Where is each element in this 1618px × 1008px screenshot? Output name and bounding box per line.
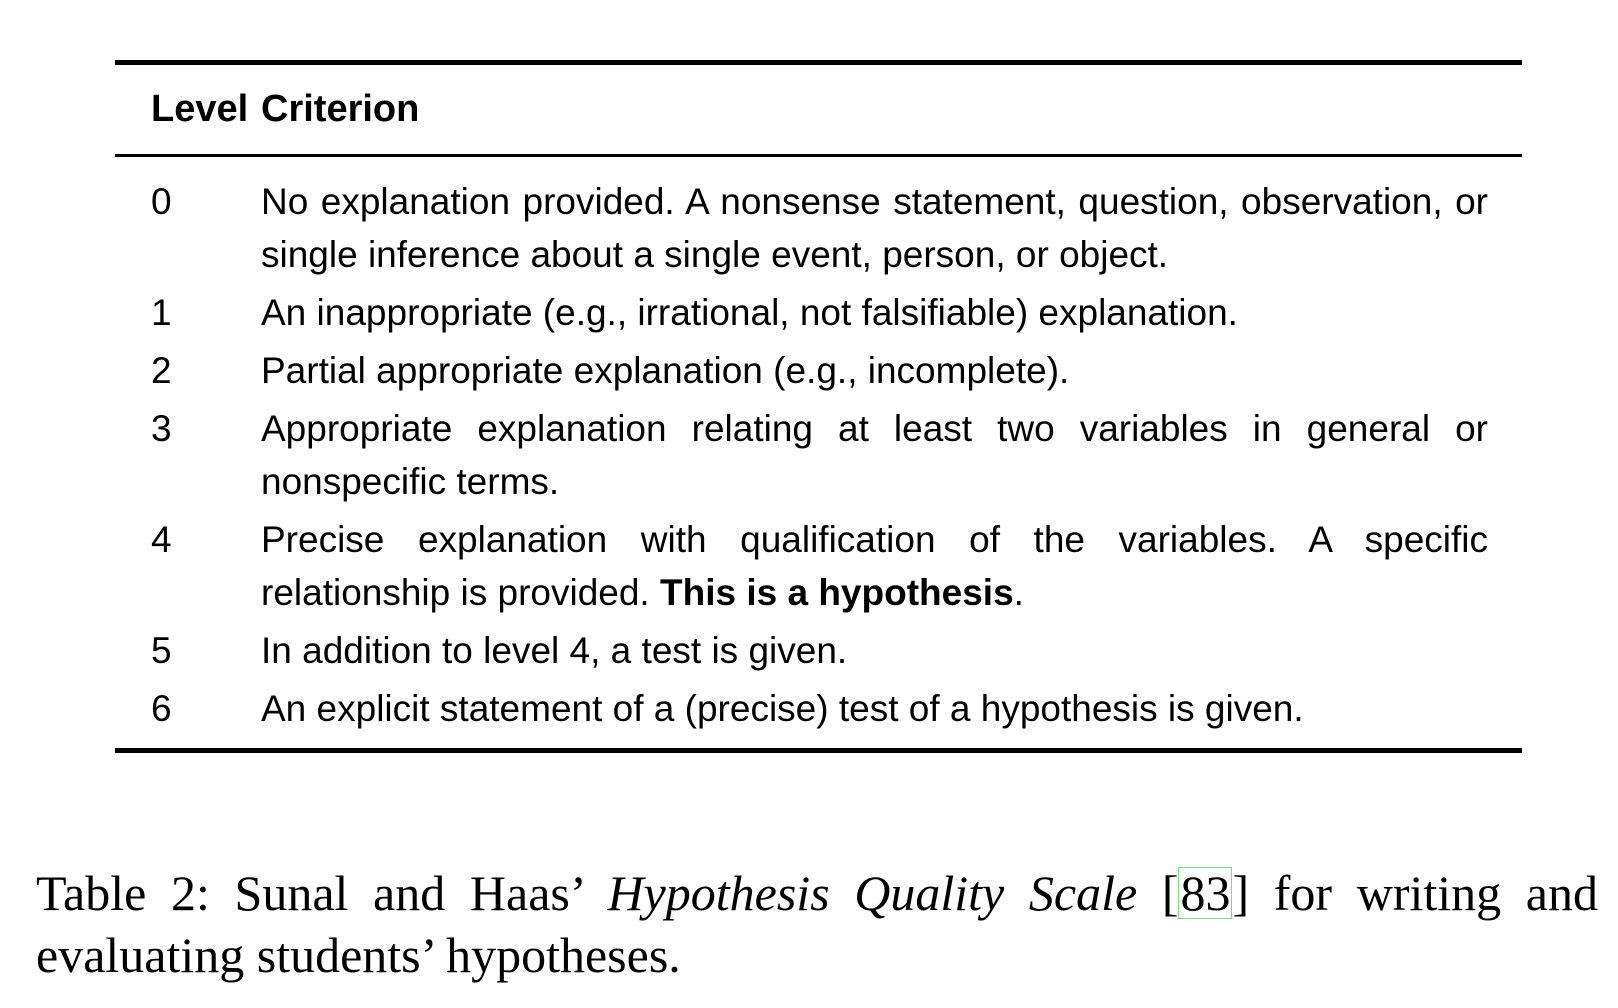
table-body — [115, 157, 1522, 748]
row-level: 0 — [151, 181, 172, 222]
row-level: 1 — [151, 292, 172, 333]
row-criterion-bold: This is a hypothesis — [660, 572, 1014, 613]
table-header-row — [115, 65, 1522, 154]
caption-suffix: ] for writing and evaluating students’ hypotheses. — [36, 865, 1599, 983]
header-criterion: Criterion — [261, 88, 420, 130]
caption-prefix: Table 2: Sunal and Haas’ — [36, 865, 608, 921]
caption-bracket-open: [ — [1137, 865, 1179, 921]
row-criterion: In addition to level 4, a test is given. — [261, 630, 848, 671]
criteria-table — [115, 60, 1522, 753]
table-row — [115, 682, 1522, 735]
row-criterion-tail: . — [1013, 572, 1024, 613]
row-level: 2 — [151, 350, 172, 391]
caption-title: Hypothesis Quality Scale — [607, 865, 1138, 921]
row-criterion-text: Precise explanation with qualification of the variables. A specific relationship is provided. — [261, 519, 1488, 613]
row-level: 5 — [151, 630, 172, 671]
table-row — [115, 402, 1522, 508]
row-criterion: No explanation provided. A nonsense statement, question, observation, or single inference about a single event, person, or object. — [261, 181, 1488, 275]
row-criterion: An explicit statement of a (precise) test of a hypothesis is given. — [261, 688, 1304, 729]
row-criterion: An inappropriate (e.g., irrational, not falsifiable) explanation. — [261, 292, 1238, 333]
row-level: 6 — [151, 688, 172, 729]
row-criterion: Appropriate explanation relating at least two variables in general or nonspecific terms. — [261, 408, 1488, 502]
table-row — [115, 513, 1522, 619]
row-criterion: Partial appropriate explanation (e.g., incomplete). — [261, 350, 1070, 391]
citation-link[interactable]: 83 — [1180, 865, 1231, 921]
row-level: 4 — [151, 519, 172, 560]
table-caption — [36, 862, 1598, 986]
row-level: 3 — [151, 408, 172, 449]
table-row — [115, 175, 1522, 281]
row-criterion — [261, 513, 1522, 619]
table-row — [115, 344, 1522, 397]
table-bottom-rule — [115, 748, 1522, 753]
header-level: Level — [151, 88, 249, 130]
table-row — [115, 624, 1522, 677]
table-row — [115, 286, 1522, 339]
